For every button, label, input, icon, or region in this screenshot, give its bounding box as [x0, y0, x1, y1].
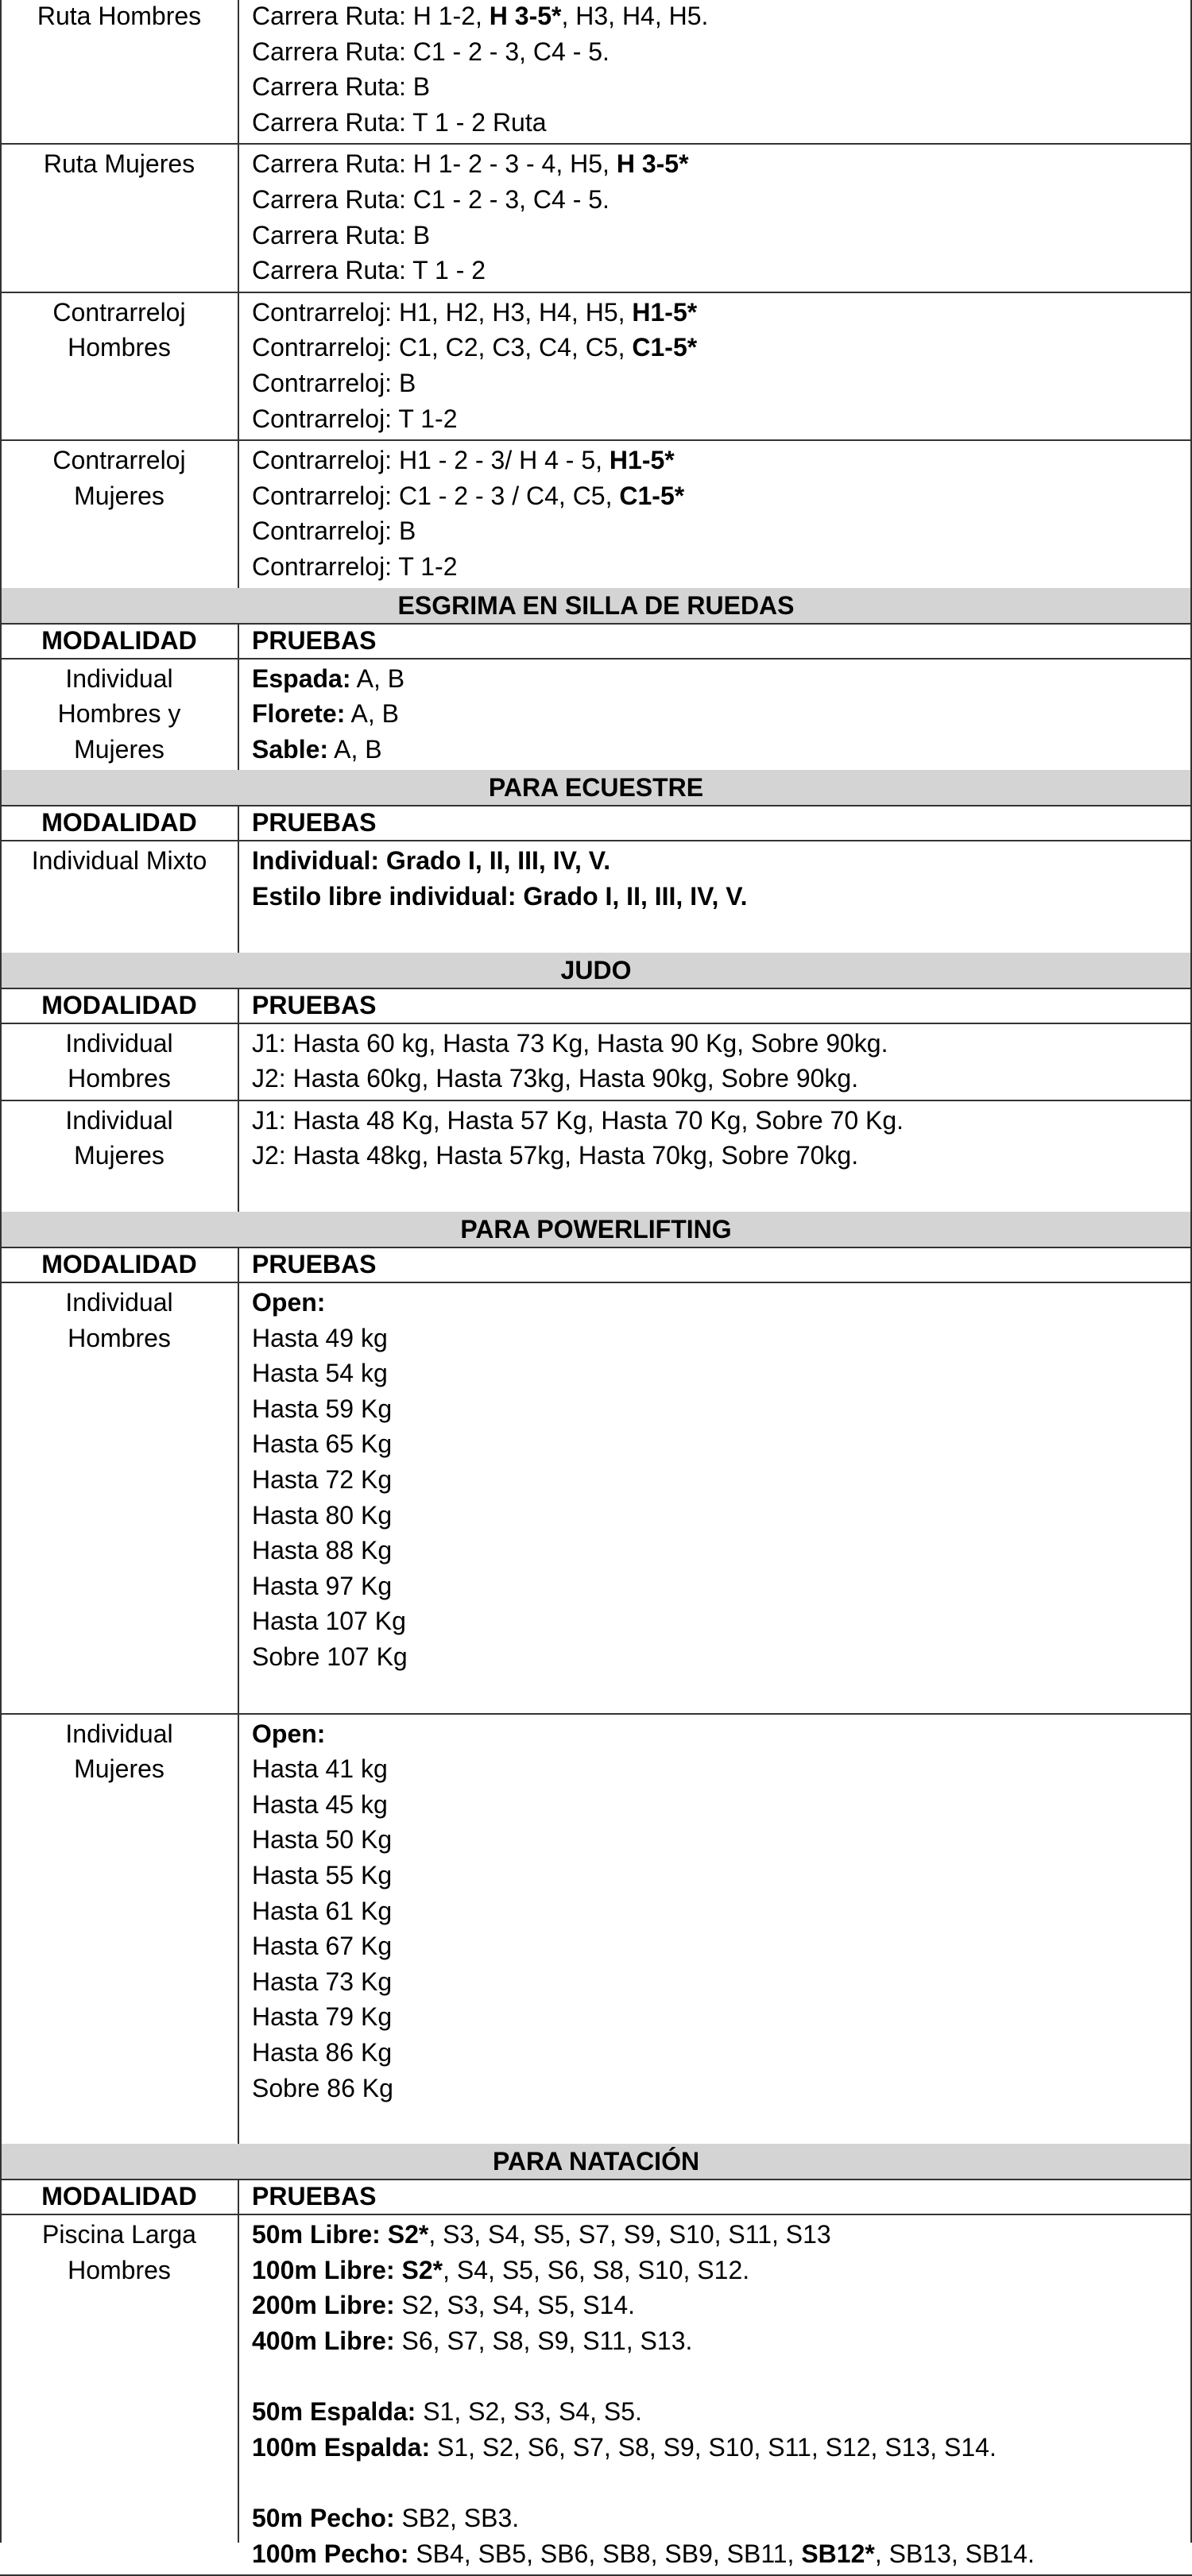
modalidad-cell — [0, 658, 238, 771]
pruebas-text: Carrera Ruta: B — [252, 220, 431, 249]
modalidad-label: Hombres — [68, 1323, 171, 1352]
modalidad-label: Hombres — [68, 333, 171, 362]
pruebas-text: Florete: — [252, 699, 346, 729]
modalidad-label: Individual — [65, 663, 173, 693]
pruebas-text: Carrera Ruta: C1 - 2 - 3, C4 - 5. — [252, 184, 610, 214]
pruebas-text: Hasta 41 kg — [252, 1754, 388, 1784]
pruebas-line — [252, 2359, 1192, 2395]
pruebas-text: S1, S2, S3, S4, S5. — [416, 2397, 642, 2427]
pruebas-text: J2: Hasta 48kg, Hasta 57kg, Hasta 70kg, Sobre 70kg. — [252, 1141, 859, 1170]
pruebas-line — [252, 2071, 1192, 2106]
pruebas-text: Hasta 59 Kg — [252, 1394, 393, 1423]
pruebas-cell — [238, 1282, 1192, 1713]
pruebas-line — [252, 2323, 1192, 2359]
modalidad-cell — [0, 292, 238, 439]
pruebas-text: Contrarreloj: H1, H2, H3, H4, H5, — [252, 297, 633, 327]
pruebas-text: J1: Hasta 60 kg, Hasta 73 Kg, Hasta 90 Kg, Sobre 90kg. — [252, 1028, 888, 1058]
pruebas-line — [252, 478, 1192, 514]
pruebas-text: Carrera Ruta: H 1- 2 - 3 - 4, H5, — [252, 149, 617, 179]
pruebas-cell — [238, 292, 1192, 439]
pruebas-line — [252, 443, 1192, 478]
table-row — [0, 2214, 1192, 2574]
pruebas-cell — [238, 0, 1192, 143]
pruebas-text: Hasta 88 Kg — [252, 1536, 393, 1565]
pruebas-line — [252, 218, 1192, 253]
pruebas-line — [252, 1639, 1192, 1675]
pruebas-line — [252, 1964, 1192, 2000]
pruebas-line — [252, 732, 1192, 768]
pruebas-cell — [238, 143, 1192, 291]
pruebas-line — [252, 330, 1192, 366]
pruebas-line — [252, 1061, 1192, 1097]
table-border — [238, 2179, 239, 2543]
modalidad-header: MODALIDAD — [41, 990, 197, 1019]
table-row — [0, 0, 1192, 143]
modalidad-label: Piscina Larga — [42, 2220, 196, 2249]
modalidad-label: Hombres — [68, 2255, 171, 2284]
modalidad-label: Hombres — [68, 1064, 171, 1093]
pruebas-line — [252, 1391, 1192, 1427]
modalidad-label: Individual — [65, 1105, 173, 1135]
modalidad-cell — [0, 840, 238, 952]
modalidad-cell — [0, 1100, 238, 1212]
pruebas-line — [252, 879, 1192, 915]
modalidad-header: MODALIDAD — [41, 2182, 197, 2211]
pruebas-text: Carrera Ruta: C1 - 2 - 3, C4 - 5. — [252, 37, 610, 66]
pruebas-text: SB2, SB3. — [394, 2503, 520, 2532]
pruebas-text: Hasta 61 Kg — [252, 1896, 393, 1925]
pruebas-text: , SB13, SB14. — [874, 2539, 1035, 2568]
pruebas-text: S2, S3, S4, S5, S14. — [394, 2291, 636, 2320]
pruebas-line — [252, 513, 1192, 549]
pruebas-text: 400m Libre: — [252, 2326, 395, 2355]
table-row — [0, 439, 1192, 587]
pruebas-text: Estilo libre individual: Grado I, II, III, IV, V. — [252, 881, 748, 911]
pruebas-text: Hasta 86 Kg — [252, 2037, 393, 2067]
pruebas-text: H 3-5* — [616, 149, 689, 179]
table-row — [0, 658, 1192, 771]
pruebas-text: Carrera Ruta: B — [252, 72, 431, 102]
pruebas-text: S1, S2, S6, S7, S8, S9, S10, S11, S12, S13, S14. — [430, 2432, 997, 2462]
pruebas-text: , H3, H4, H5. — [561, 2, 709, 30]
pruebas-line — [252, 661, 1192, 697]
pruebas-text: C1-5* — [632, 333, 698, 362]
modalidad-label: Ruta Mujeres — [43, 149, 195, 179]
table-border — [238, 988, 239, 1212]
pruebas-line — [252, 34, 1192, 70]
pruebas-line — [252, 366, 1192, 401]
pruebas-line — [252, 1787, 1192, 1823]
pruebas-text: Hasta 97 Kg — [252, 1571, 393, 1600]
pruebas-text: Hasta 45 kg — [252, 1789, 388, 1819]
pruebas-text: S6, S7, S8, S9, S11, S13. — [394, 2326, 693, 2355]
pruebas-text: A, B — [328, 734, 382, 764]
table-row — [0, 1713, 1192, 2145]
pruebas-text: Contrarreloj: H1 - 2 - 3/ H 4 - 5, — [252, 446, 610, 475]
modalidad-cell — [0, 1713, 238, 2145]
pruebas-line — [252, 1928, 1192, 1964]
modalidad-label: Mujeres — [74, 1754, 164, 1784]
modalidad-cell — [0, 439, 238, 587]
table-row — [0, 840, 1192, 952]
pruebas-cell — [238, 658, 1192, 771]
pruebas-text: J1: Hasta 48 Kg, Hasta 57 Kg, Hasta 70 Kg, Sobre 70 Kg. — [252, 1105, 904, 1135]
pruebas-text: Sobre 107 Kg — [252, 1642, 408, 1671]
pruebas-text: Contrarreloj: T 1-2 — [252, 404, 458, 433]
modalidad-cell — [0, 2214, 238, 2574]
pruebas-text: Sable: — [252, 734, 329, 764]
pruebas-text: SB12* — [801, 2539, 875, 2568]
table-border — [238, 0, 239, 588]
pruebas-line — [252, 1321, 1192, 1356]
pruebas-text: Carrera Ruta: T 1 - 2 Ruta — [252, 107, 547, 137]
pruebas-text: C1-5* — [619, 481, 685, 510]
pruebas-text: SB4, SB5, SB6, SB8, SB9, SB11, — [408, 2539, 802, 2568]
pruebas-text: Hasta 65 Kg — [252, 1429, 393, 1459]
pruebas-text: Hasta 107 Kg — [252, 1607, 406, 1636]
pruebas-cell — [238, 439, 1192, 587]
table-header-row — [0, 988, 1192, 1023]
modalidad-cell — [0, 0, 238, 143]
modalidad-label: Hombres y — [57, 699, 181, 729]
pruebas-line — [252, 2394, 1192, 2430]
modalidad-cell — [0, 143, 238, 291]
pruebas-line — [252, 2253, 1192, 2288]
pruebas-line — [252, 2035, 1192, 2071]
pruebas-line — [252, 1498, 1192, 1534]
table-border — [238, 623, 239, 771]
pruebas-header: PRUEBAS — [252, 990, 377, 1019]
pruebas-line — [252, 2217, 1192, 2253]
pruebas-line — [252, 1356, 1192, 1391]
table-row — [0, 1023, 1192, 1100]
pruebas-text: Contrarreloj: C1 - 2 - 3 / C4, C5, — [252, 481, 620, 510]
pruebas-line — [252, 549, 1192, 585]
section-title: PARA ECUESTRE — [0, 770, 1192, 805]
pruebas-line — [252, 843, 1192, 879]
pruebas-line — [252, 182, 1192, 218]
pruebas-text: 100m Pecho: — [252, 2539, 409, 2568]
modalidad-cell — [0, 1282, 238, 1713]
pruebas-text: S2* — [401, 2255, 443, 2284]
pruebas-line — [252, 1026, 1192, 1062]
modalidad-label: Mujeres — [74, 734, 164, 764]
pruebas-text: 50m Espalda: — [252, 2397, 416, 2427]
pruebas-text: Carrera Ruta: T 1 - 2 — [252, 256, 486, 285]
pruebas-text: Hasta 54 kg — [252, 1359, 388, 1388]
pruebas-text: Carrera Ruta: H 1-2, — [252, 2, 490, 30]
modalidad-label: Mujeres — [74, 481, 164, 510]
pruebas-text: Contrarreloj: T 1-2 — [252, 551, 458, 581]
pruebas-line — [252, 1103, 1192, 1139]
pruebas-text: Contrarreloj: B — [252, 368, 416, 397]
pruebas-line — [252, 2536, 1192, 2572]
pruebas-line — [252, 2430, 1192, 2466]
pruebas-text: A, B — [345, 699, 399, 729]
pruebas-text: Hasta 73 Kg — [252, 1967, 393, 1996]
pruebas-text: Open: — [252, 1288, 326, 1317]
pruebas-line — [252, 105, 1192, 141]
pruebas-text: 100m Libre: — [252, 2255, 402, 2284]
modalidad-label: Contrarreloj — [52, 297, 186, 327]
pruebas-header: PRUEBAS — [252, 625, 377, 655]
pruebas-line — [252, 1822, 1192, 1858]
table-border — [238, 1247, 239, 2144]
pruebas-header: PRUEBAS — [252, 1250, 377, 1278]
modalidad-label: Ruta Hombres — [37, 2, 202, 30]
pruebas-cell — [238, 1023, 1192, 1100]
pruebas-text: Hasta 79 Kg — [252, 2002, 393, 2032]
pruebas-text: Contrarreloj: B — [252, 516, 416, 546]
pruebas-line — [252, 2465, 1192, 2501]
modalidad-label: Contrarreloj — [52, 446, 186, 475]
pruebas-text: 50m Pecho: — [252, 2503, 395, 2532]
pruebas-line — [252, 1858, 1192, 1893]
pruebas-line — [252, 1603, 1192, 1639]
modalidad-cell — [0, 1023, 238, 1100]
pruebas-line — [252, 1462, 1192, 1498]
modalidad-header: MODALIDAD — [41, 625, 197, 655]
modalidad-label: Mujeres — [74, 1141, 164, 1170]
table-border — [0, 0, 2, 2543]
modalidad-label: Individual Mixto — [31, 846, 207, 876]
table-header-row — [0, 623, 1192, 658]
pruebas-text: J2: Hasta 60kg, Hasta 73kg, Hasta 90kg, Sobre 90kg. — [252, 1064, 859, 1093]
table-row — [0, 1100, 1192, 1212]
modalidad-label: Individual — [65, 1719, 173, 1748]
pruebas-line — [252, 1999, 1192, 2035]
section-title: PARA NATACIÓN — [0, 2144, 1192, 2179]
pruebas-cell — [238, 1713, 1192, 2145]
pruebas-line — [252, 1568, 1192, 1604]
pruebas-text: Sobre 86 Kg — [252, 2073, 393, 2102]
pruebas-cell — [238, 2214, 1192, 2574]
pruebas-text: Hasta 49 kg — [252, 1323, 388, 1352]
pruebas-line — [252, 295, 1192, 331]
pruebas-text: Contrarreloj: C1, C2, C3, C4, C5, — [252, 333, 633, 362]
pruebas-line — [252, 401, 1192, 437]
pruebas-text: 100m Espalda: — [252, 2432, 431, 2462]
modalidad-label: Individual — [65, 1288, 173, 1317]
pruebas-line — [252, 1285, 1192, 1321]
pruebas-header: PRUEBAS — [252, 808, 377, 837]
pruebas-text: H1-5* — [632, 297, 698, 327]
table-header-row — [0, 2179, 1192, 2214]
section-title: PARA POWERLIFTING — [0, 1212, 1192, 1247]
pruebas-line — [252, 69, 1192, 105]
pruebas-text: , S4, S5, S6, S8, S10, S12. — [443, 2255, 750, 2284]
modalidad-label: Individual — [65, 1028, 173, 1058]
pruebas-line — [252, 2288, 1192, 2323]
pruebas-line — [252, 1751, 1192, 1787]
pruebas-line — [252, 0, 1192, 34]
pruebas-line — [252, 696, 1192, 732]
pruebas-line — [252, 1138, 1192, 1174]
pruebas-text: H1-5* — [609, 446, 675, 475]
pruebas-line — [252, 1893, 1192, 1929]
pruebas-text: Hasta 72 Kg — [252, 1464, 393, 1494]
pruebas-cell — [238, 840, 1192, 952]
pruebas-text: H 3-5* — [489, 2, 562, 30]
pruebas-line — [252, 253, 1192, 288]
section-title: JUDO — [0, 953, 1192, 988]
modalidad-header: MODALIDAD — [41, 1250, 197, 1278]
table-header-row — [0, 805, 1192, 840]
pruebas-text: A, B — [350, 663, 405, 693]
pruebas-text: Individual: Grado I, II, III, IV, V. — [252, 846, 611, 876]
pruebas-line — [252, 146, 1192, 182]
pruebas-text: Hasta 80 Kg — [252, 1500, 393, 1530]
pruebas-text: , S3, S4, S5, S7, S9, S10, S11, S13 — [428, 2220, 831, 2249]
pruebas-text: 200m Libre: — [252, 2291, 395, 2320]
table-header-row — [0, 1247, 1192, 1282]
section-title: ESGRIMA EN SILLA DE RUEDAS — [0, 588, 1192, 623]
pruebas-cell — [238, 1100, 1192, 1212]
modalidad-header: MODALIDAD — [41, 808, 197, 837]
pruebas-text: Espada: — [252, 663, 351, 693]
pruebas-text: Hasta 50 Kg — [252, 1825, 393, 1855]
pruebas-text: 50m Libre: — [252, 2220, 388, 2249]
table-row — [0, 143, 1192, 291]
pruebas-line — [252, 1716, 1192, 1752]
pruebas-text: Open: — [252, 1719, 326, 1748]
pruebas-text: Hasta 55 Kg — [252, 1860, 393, 1889]
pruebas-line — [252, 1533, 1192, 1568]
table-border — [238, 805, 239, 952]
pruebas-line — [252, 1426, 1192, 1462]
table-row — [0, 1282, 1192, 1713]
pruebas-text: Hasta 67 Kg — [252, 1932, 393, 1961]
pruebas-header: PRUEBAS — [252, 2182, 377, 2211]
pruebas-text: S2* — [387, 2220, 429, 2249]
table-row — [0, 292, 1192, 439]
pruebas-line — [252, 2501, 1192, 2536]
